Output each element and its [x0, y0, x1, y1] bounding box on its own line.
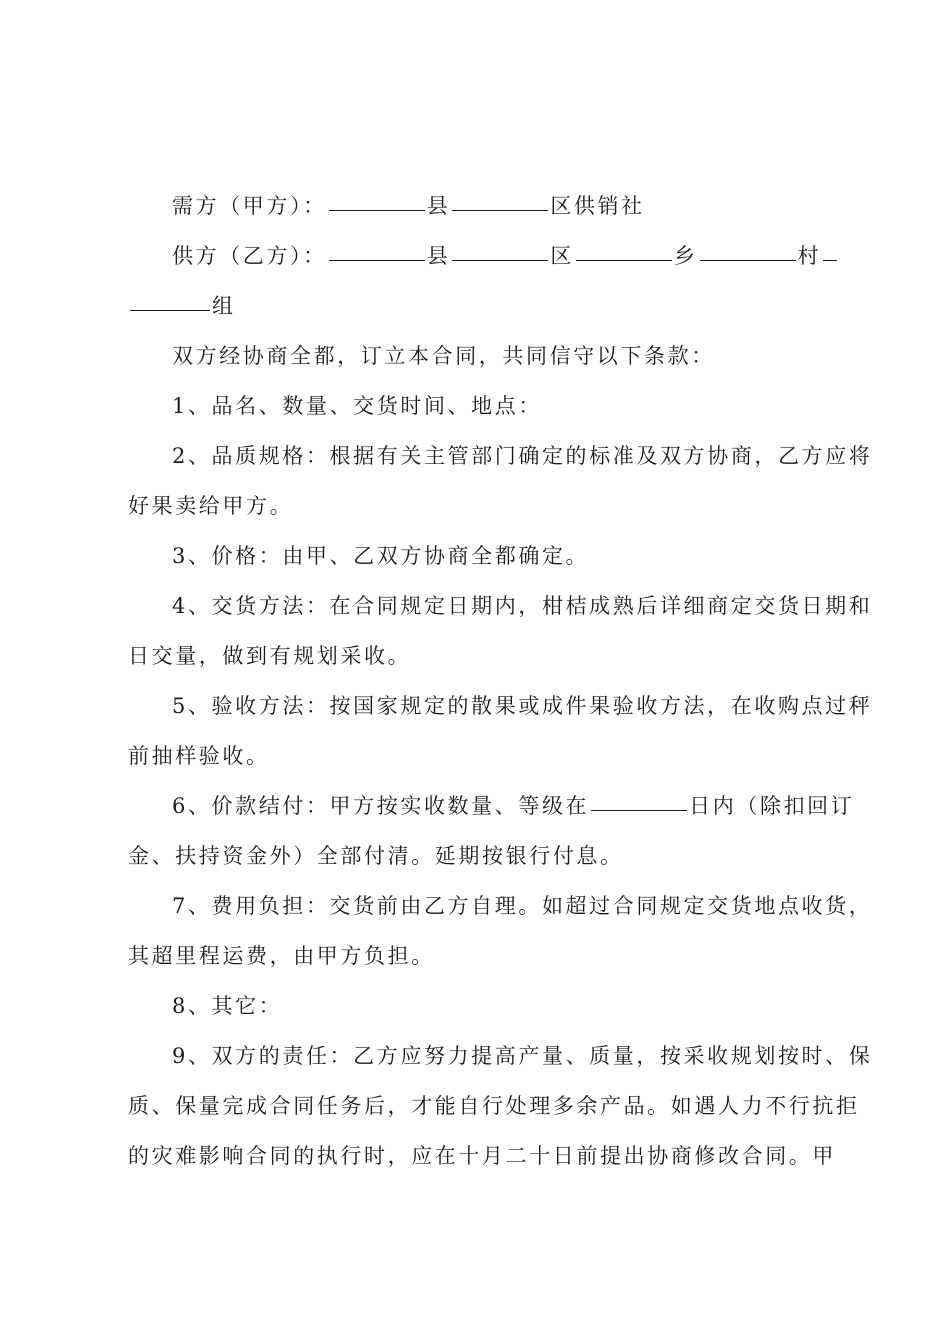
clause-line: 金、扶持资金外）全部付清。延期按银行付息。 [128, 844, 624, 868]
clause-4 [128, 581, 873, 681]
intro-text: 双方经协商全都，订立本合同，共同信守以下条款： [172, 344, 715, 368]
clause-9 [128, 1031, 873, 1181]
supplier-village: 村 [797, 244, 822, 268]
clause-5 [128, 681, 873, 781]
clause-line: 前抽样验收。 [128, 744, 270, 768]
blank-line [591, 809, 687, 811]
clause-line: 4、交货方法：在合同规定日期内，柑桔成熟后详细商定交货日期和 [172, 594, 873, 618]
clause-line: 9、双方的责任：乙方应努力提高产量、质量，按采收规划按时、保 [172, 1044, 873, 1068]
blank-line [452, 259, 548, 261]
blank-line [329, 259, 425, 261]
intro-paragraph [128, 331, 828, 381]
blank-line [329, 209, 425, 211]
clause-line: 5、验收方法：按国家规定的散果或成件果验收方法，在收购点过秤 [172, 694, 873, 718]
clause-line: 好果卖给甲方。 [128, 494, 294, 518]
clause-8 [128, 981, 828, 1031]
blank-line [452, 209, 548, 211]
supplier-line [128, 231, 828, 331]
clause-1 [128, 381, 828, 431]
clause-6 [128, 781, 855, 881]
supplier-county: 县 [426, 244, 451, 268]
clause-line: 质、保量完成合同任务后，才能自行处理多余产品。如遇人力不行抗拒 [128, 1094, 860, 1118]
supplier-township: 乡 [673, 244, 698, 268]
clause-7 [128, 881, 873, 981]
blank-line [700, 259, 796, 261]
blank-line [823, 259, 837, 261]
clause-line: 其超里程运费，由甲方负担。 [128, 944, 435, 968]
buyer-district: 区供销社 [550, 194, 645, 218]
supplier-district: 区 [550, 244, 574, 268]
clause-line: 的灾难影响合同的执行时，应在十月二十日前提出协商修改合同。甲 [128, 1144, 836, 1168]
clause-line: 2、品质规格：根据有关主管部门确定的标准及双方协商，乙方应将 [172, 444, 873, 468]
blank-line [130, 309, 210, 311]
clause-line: 1、品名、数量、交货时间、地点： [172, 394, 542, 418]
clause-3 [128, 531, 828, 581]
clause-6-suffix: 日内（除扣回订 [689, 794, 855, 818]
blank-line [576, 259, 672, 261]
clause-line: 3、价格：由甲、乙双方协商全都确定。 [172, 544, 590, 568]
clause-line: 日交量，做到有规划采收。 [128, 644, 412, 668]
supplier-label: 供方（乙方）： [172, 244, 327, 268]
supplier-group: 组 [212, 294, 236, 318]
buyer-county: 县 [426, 194, 451, 218]
clause-2 [128, 431, 873, 531]
buyer-line [128, 181, 828, 231]
clause-line: 7、费用负担：交货前由乙方自理。如超过合同规定交货地点收货， [172, 894, 873, 918]
clause-6-prefix: 6、价款结付：甲方按实收数量、等级在 [172, 794, 590, 818]
buyer-label: 需方（甲方）： [172, 194, 327, 218]
clause-line: 8、其它： [172, 994, 283, 1018]
